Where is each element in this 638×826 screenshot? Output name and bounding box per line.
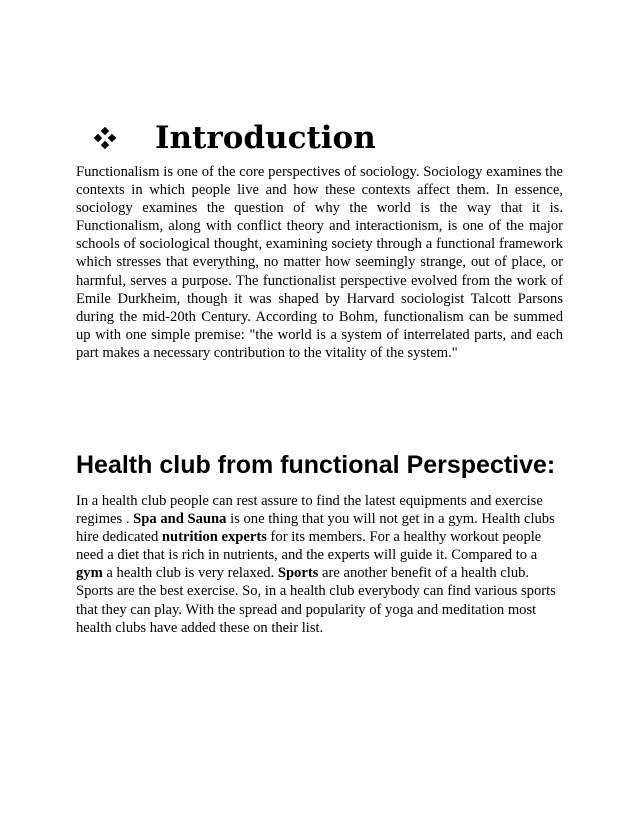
bold-term-sports: Sports: [277, 565, 319, 582]
intro-heading: [94, 118, 376, 158]
intro-paragraph: Functionalism is one of the core perspectives of sociology. Sociology examines the contexts in which people live and how these contexts affect them. In essence, sociology examines the question of why the world is the way that it is. Functionalism, along with conflict theory and interactionism, is one of the major schools of sociological thought, examining society through a functional framework which stresses that everything, no matter how seemingly strange, out of place, or harmful, serves a purpose. The functionalist perspective evolved from the work of Emile Durkheim, though it was shaped by Harvard sociologist Talcott Parsons during the mid-20th Century. According to Bohm, functionalism can be summed up with one simple premise: "the world is a system of interrelated parts, and each part makes a necessary contribution to the vitality of the system.": [76, 164, 563, 361]
intro-heading-text: Introduction: [155, 120, 376, 156]
bold-term-spa-and-sauna: Spa and Sauna: [133, 511, 227, 528]
health-club-heading: Health club from functional Perspective:: [76, 451, 556, 479]
paragraph-segment: In a health club people can rest assure to find the latest equipments and exercise regimes .: [76, 493, 543, 528]
bold-term-gym: gym: [76, 565, 103, 582]
bold-term-nutrition-experts: nutrition experts: [161, 529, 267, 546]
paragraph-segment: for its members. For a healthy workout people need a diet that is rich in nutrients, and the experts will guide it. Compared to a: [76, 529, 542, 564]
diamond-bullet-icon: [94, 127, 116, 149]
paragraph-segment: a health club is very relaxed.: [102, 565, 278, 582]
paragraph-segment: are another benefit of a health club. Sports are the best exercise. So, in a health club everybody can find various sports that they can play. With the spread and popularity of yoga and meditation most health clubs have added these on their list.: [76, 565, 556, 636]
paragraph-segment: is one thing that you will not get in a gym. Health clubs hire dedicated: [76, 511, 555, 546]
health-club-paragraph: [76, 492, 566, 637]
